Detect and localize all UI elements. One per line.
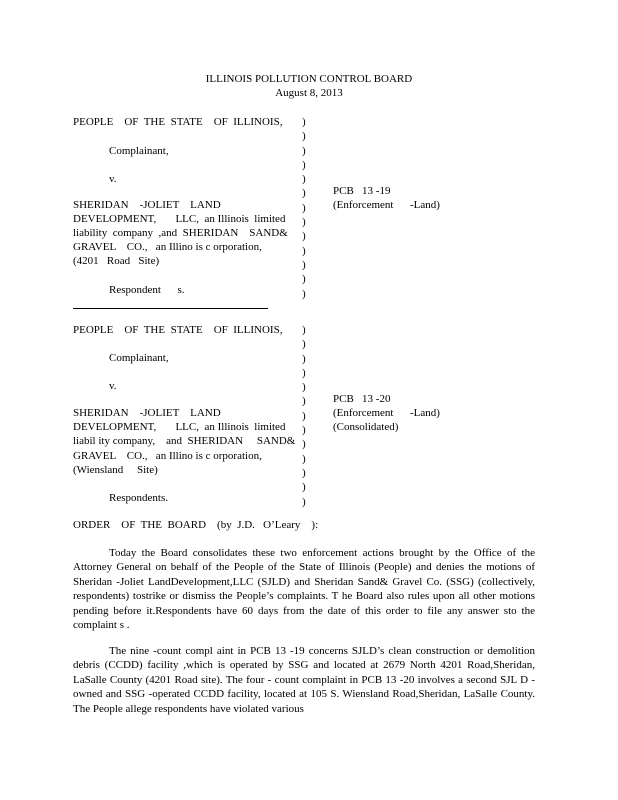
case1-paren-column: ) ) ) ) ) ) ) ) ) ) ) ) ) [302, 116, 306, 300]
case2-respondent-line: GRAVEL CO., an Illino is c orporation, [73, 450, 262, 462]
case2-respondent-line: DEVELOPMENT, LLC, an Illinois limited [73, 421, 286, 433]
case2-pcb-type: (Enforcement -Land) [333, 407, 440, 419]
case1-respondent-line: GRAVEL CO., an Illino is c orporation, [73, 241, 262, 253]
order-heading: ORDER OF THE BOARD (by J.D. O’Leary ): [73, 519, 319, 531]
case-divider [73, 308, 268, 309]
case1-respondent-line: liability company ,and SHERIDAN SAND& [73, 227, 288, 239]
case1-respondent-line: (4201 Road Site) [73, 255, 160, 267]
body-paragraph: The nine -count compl aint in PCB 13 -19 concerns SJLD’s clean construction or demolition debris (CCDD) facility ,which is operated by SSG and located at 2679 North 4201 Road,Sheridan, LaSalle County (4201 Road site). The four - count complaint in PCB 13 -20 involves a second SJL D -owned and SSG -operated CCDD facility, located at 105 S. Wiensland Road,Sheridan, LaSalle County. The People allege respondents have violated various [73, 645, 535, 715]
case2-pcb-number: PCB 13 -20 [333, 393, 391, 405]
case1-versus: v. [109, 173, 117, 185]
case1-respondent-line: DEVELOPMENT, LLC, an Illinois limited [73, 213, 286, 225]
case1-respondent-line: SHERIDAN -JOLIET LAND [73, 199, 221, 211]
case2-paren-column: ) ) ) ) ) ) ) ) ) ) ) ) ) [302, 324, 306, 508]
board-title: ILLINOIS POLLUTION CONTROL BOARD [205, 73, 413, 85]
case2-party: PEOPLE OF THE STATE OF ILLINOIS, [73, 324, 283, 336]
case1-party: PEOPLE OF THE STATE OF ILLINOIS, [73, 116, 283, 128]
body-paragraph: Today the Board consolidates these two enforcement actions brought by the Office of the Attorney General on behalf of the People of the State of Illinois (People) and denies the motions of Sheridan -Joliet LandDevelopment,LLC (SJLD) and Sheridan Sand& Gravel Co. (SSG) (collectively, respondents) tostrike or dismiss the People’s complaints. T he Board also rules upon all other motions pending before it.Respondents have 60 days from the date of this order to file any answer sto the complaint s . [73, 547, 535, 632]
case2-pcb-consolidated: (Consolidated) [333, 421, 399, 433]
order-date: August 8, 2013 [275, 87, 343, 99]
case1-complainant: Complainant, [109, 145, 169, 157]
case2-complainant: Complainant, [109, 352, 169, 364]
case1-pcb-number: PCB 13 -19 [333, 185, 391, 197]
case2-versus: v. [109, 380, 117, 392]
case1-respondent-label: Respondent s. [109, 284, 185, 296]
case2-respondent-label: Respondents. [109, 492, 168, 504]
case1-pcb-type: (Enforcement -Land) [333, 199, 440, 211]
case2-respondent-line: (Wiensland Site) [73, 464, 158, 476]
case2-respondent-line: SHERIDAN -JOLIET LAND [73, 407, 221, 419]
case2-respondent-line: liabil ity company, and SHERIDAN SAND& [73, 435, 296, 447]
